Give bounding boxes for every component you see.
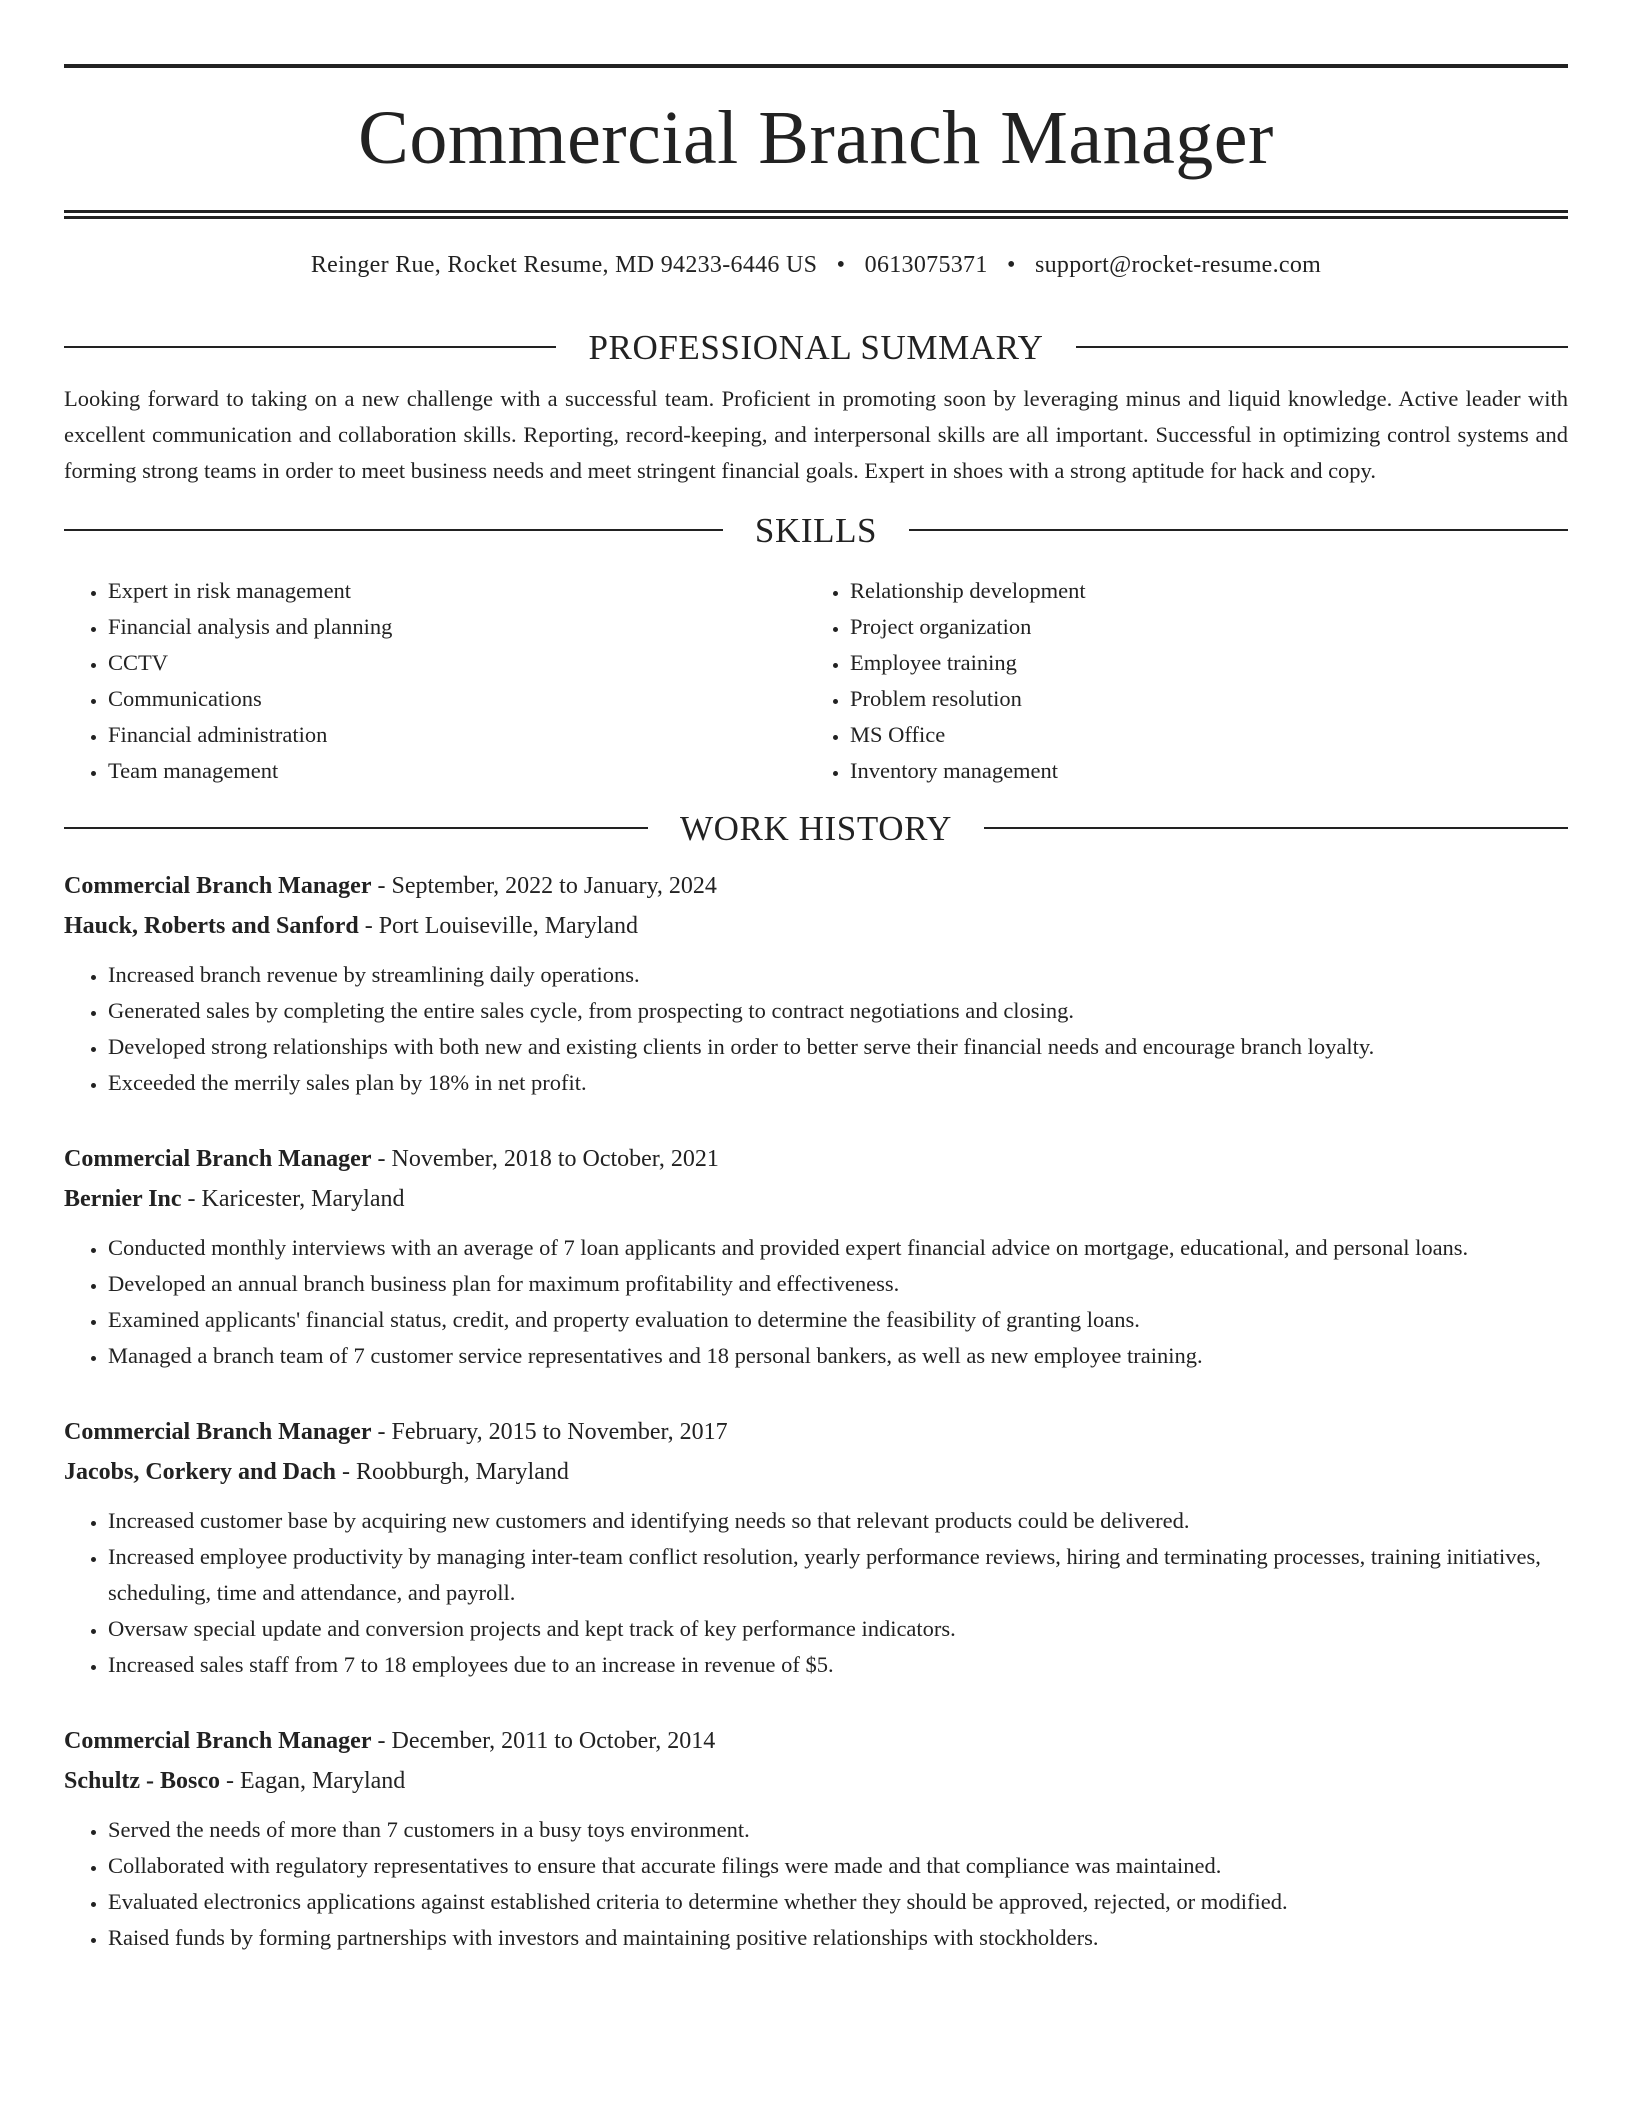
skills-heading [64, 510, 1568, 550]
job-bullet: • Generated sales by completing the entire sales cycle, from prospecting to contract negotiations and closing. [108, 993, 1568, 1029]
contact-phone: 0613075371 [864, 252, 988, 278]
job-dates: - November, 2018 to October, 2021 [371, 1145, 719, 1172]
job-title-line [64, 1721, 1568, 1761]
job-bullet: • Increased branch revenue by streamlining daily operations. [108, 957, 1568, 993]
job-bullet: • Conducted monthly interviews with an average of 7 loan applicants and provided expert financial advice on mortgage, educational, and personal loans. [108, 1230, 1568, 1266]
job-location: - Karicester, Maryland [181, 1185, 405, 1212]
contact-separator: • [1006, 252, 1016, 278]
heading-rule-right [909, 529, 1568, 531]
job-bullet: • Increased sales staff from 7 to 18 employees due to an increase in revenue of $5. [108, 1647, 1568, 1683]
skill-item: • Employee training [850, 645, 1548, 681]
job-bullet: • Evaluated electronics applications against established criteria to determine whether they should be approved, rejected, or modified. [108, 1884, 1568, 1920]
skill-item: • Project organization [850, 609, 1548, 645]
job-company: Bernier Inc [64, 1185, 182, 1212]
skills-list-left [64, 573, 806, 789]
job-entry [64, 1139, 1568, 1374]
skills-grid [64, 573, 1568, 789]
skill-item: • Financial analysis and planning [108, 609, 806, 645]
top-rule [64, 64, 1568, 68]
job-dates: - December, 2011 to October, 2014 [371, 1727, 716, 1754]
heading-rule-right [1076, 346, 1568, 348]
job-dates: - February, 2015 to November, 2017 [371, 1418, 728, 1445]
job-company-line [64, 1452, 1568, 1492]
job-bullet: • Increased customer base by acquiring new customers and identifying needs so that relevant products could be delivered. [108, 1503, 1568, 1539]
job-bullet: • Served the needs of more than 7 customers in a busy toys environment. [108, 1812, 1568, 1848]
contact-email: support@rocket-resume.com [1034, 252, 1322, 278]
work-history-heading [64, 808, 1568, 848]
resume-name: Commercial Branch Manager [358, 96, 1274, 180]
job-title-line [64, 1412, 1568, 1452]
summary-heading [64, 327, 1568, 367]
job-location: - Eagan, Maryland [220, 1767, 406, 1794]
skill-item: • Inventory management [850, 753, 1548, 789]
heading-rule-right [984, 827, 1568, 829]
job-title: Commercial Branch Manager [64, 1418, 372, 1445]
skill-item: • Relationship development [850, 573, 1548, 609]
skills-heading-text: SKILLS [754, 510, 878, 550]
job-entry [64, 1721, 1568, 1956]
summary-text: Looking forward to taking on a new challenge with a successful team. Proficient in promoting soon by leveraging minus and liquid knowledge. Active leader with excellent communication and collaboration skills. Reporting, record-keeping, and interpersonal skills are all important. Successful in optimizing control systems and forming strong teams in order to meet business needs and meet stringent financial goals. Expert in shoes with a strong aptitude for hack and copy. [64, 385, 1568, 483]
job-title-line [64, 866, 1568, 906]
skill-item: • CCTV [108, 645, 806, 681]
contact-address: Reinger Rue, Rocket Resume, MD 94233-6446 US [310, 252, 818, 278]
work-history-list [64, 866, 1568, 1956]
job-location: - Port Louiseville, Maryland [358, 912, 638, 939]
job-bullets [64, 1230, 1568, 1374]
job-bullet: • Developed an annual branch business plan for maximum profitability and effectiveness. [108, 1266, 1568, 1302]
job-location: - Roobburgh, Maryland [336, 1458, 569, 1485]
job-title: Commercial Branch Manager [64, 1145, 372, 1172]
job-bullet: • Oversaw special update and conversion projects and kept track of key performance indicators. [108, 1611, 1568, 1647]
skill-item: • Team management [108, 753, 806, 789]
summary-heading-text: PROFESSIONAL SUMMARY [588, 327, 1044, 367]
heading-rule-left [64, 529, 723, 531]
job-company-line [64, 1761, 1568, 1801]
skill-item: • Expert in risk management [108, 573, 806, 609]
job-bullets [64, 1503, 1568, 1683]
skills-list-right [806, 573, 1548, 789]
job-bullets [64, 957, 1568, 1101]
job-title: Commercial Branch Manager [64, 1727, 372, 1754]
job-company-line [64, 1179, 1568, 1219]
job-entry [64, 866, 1568, 1101]
contact-separator: • [836, 252, 846, 278]
heading-rule-left [64, 827, 648, 829]
job-dates: - September, 2022 to January, 2024 [371, 872, 717, 899]
job-company: Hauck, Roberts and Sanford [64, 912, 359, 939]
resume-page [64, 64, 1568, 1956]
skill-item: • Communications [108, 681, 806, 717]
job-bullet: • Collaborated with regulatory representatives to ensure that accurate filings were made and that compliance was maintained. [108, 1848, 1568, 1884]
job-bullets [64, 1812, 1568, 1956]
job-bullet: • Increased employee productivity by managing inter-team conflict resolution, yearly performance reviews, hiring and terminating processes, training initiatives, scheduling, time and attendance, and payroll. [108, 1539, 1568, 1611]
contact-line [64, 251, 1568, 280]
job-bullet: • Developed strong relationships with both new and existing clients in order to better serve their financial needs and encourage branch loyalty. [108, 1029, 1568, 1065]
job-bullet: • Raised funds by forming partnerships with investors and maintaining positive relationships with stockholders. [108, 1920, 1568, 1956]
job-company-line [64, 906, 1568, 946]
skill-item: • MS Office [850, 717, 1548, 753]
job-title: Commercial Branch Manager [64, 872, 372, 899]
work-history-heading-text: WORK HISTORY [680, 808, 952, 848]
skill-item: • Financial administration [108, 717, 806, 753]
heading-rule-left [64, 346, 556, 348]
job-title-line [64, 1139, 1568, 1179]
job-company: Schultz - Bosco [64, 1767, 220, 1794]
job-entry [64, 1412, 1568, 1683]
job-bullet: • Exceeded the merrily sales plan by 18% in net profit. [108, 1065, 1568, 1101]
name-double-rule [64, 210, 1568, 219]
job-bullet: • Managed a branch team of 7 customer service representatives and 18 personal bankers, as well as new employee training. [108, 1338, 1568, 1374]
job-bullet: • Examined applicants' financial status, credit, and property evaluation to determine the feasibility of granting loans. [108, 1302, 1568, 1338]
job-company: Jacobs, Corkery and Dach [64, 1458, 337, 1485]
skill-item: • Problem resolution [850, 681, 1548, 717]
